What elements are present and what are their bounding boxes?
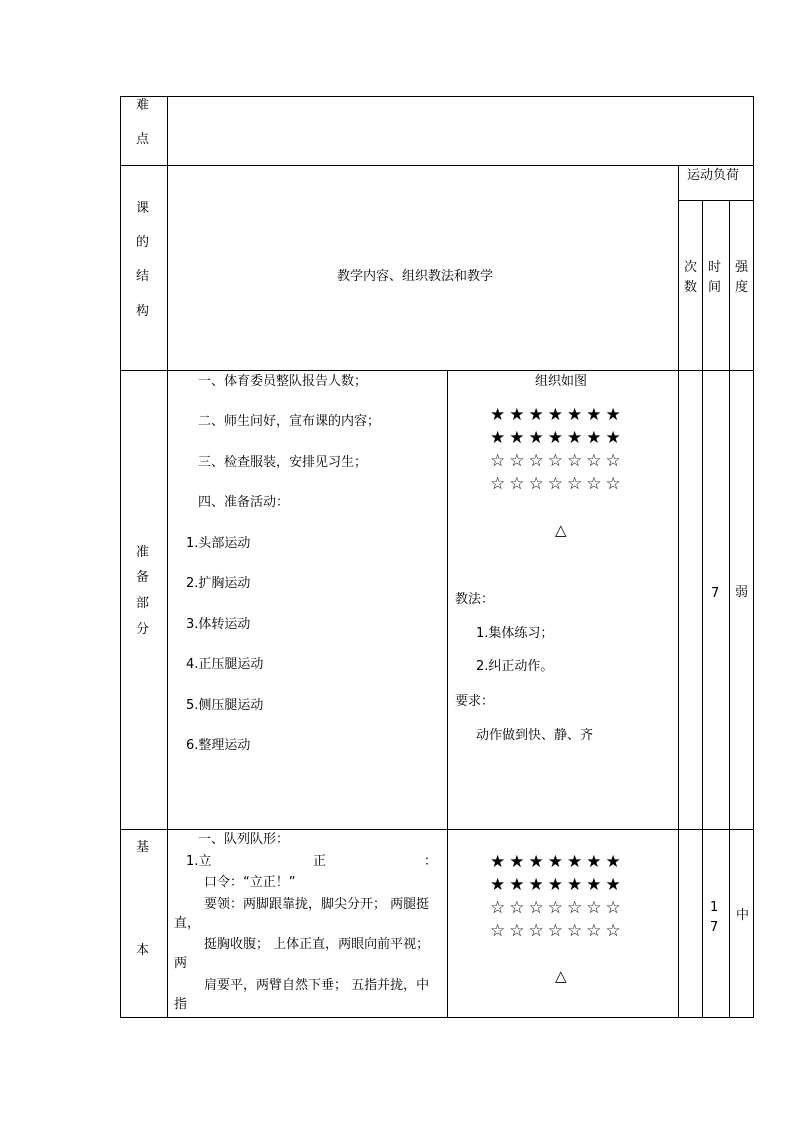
formation-row-filled: ★★★★★★★ xyxy=(490,875,625,895)
prep-activity: 4.正压腿运动 xyxy=(186,657,264,672)
row-divider xyxy=(120,829,754,830)
method-item: 1.集体练习； xyxy=(476,626,554,641)
main-column-title: 教学内容、组织教法和教学 xyxy=(337,269,494,284)
prep-activity: 3.体转运动 xyxy=(186,617,251,632)
row-label-prep-2: 备 xyxy=(136,570,150,585)
method-label: 教法： xyxy=(455,592,495,607)
row-label-difficulty-2: 点 xyxy=(136,132,150,147)
prep-intensity-value: 弱 xyxy=(735,585,749,600)
col-divider xyxy=(678,165,679,1018)
prep-content-line: 四、准备活动： xyxy=(198,495,290,510)
intensity-header-2: 度 xyxy=(735,280,749,295)
row-divider xyxy=(120,165,754,166)
basic-essentials-line: 肩要平，两臂自然下垂； 五指并拢，中指 xyxy=(174,978,430,1012)
row-label-basic-2: 本 xyxy=(136,943,150,958)
basic-item-1-part-a: 1.立 xyxy=(186,854,212,869)
teacher-position-mark: △ xyxy=(555,521,567,539)
basic-heading: 一、队列队形： xyxy=(198,832,290,847)
formation-row-hollow: ☆☆☆☆☆☆☆ xyxy=(490,898,625,918)
row-label-structure-2: 的 xyxy=(136,235,150,250)
basic-item-1-part-b: 正 xyxy=(313,854,327,869)
table-border-right xyxy=(753,96,754,1018)
row-label-prep-1: 准 xyxy=(136,545,150,560)
requirement-text: 动作做到快、静、齐 xyxy=(476,728,594,743)
basic-essentials-line: 挺胸收腹； 上体正直，两眼向前平视；两 xyxy=(174,937,430,971)
formation-row-hollow: ☆☆☆☆☆☆☆ xyxy=(490,921,625,941)
table-border-left xyxy=(120,96,121,1018)
row-label-prep-3: 部 xyxy=(136,596,150,611)
col-divider xyxy=(167,96,168,1018)
row-label-structure-4: 构 xyxy=(136,304,150,319)
basic-essentials-line: 要领：两脚跟靠拢，脚尖分开； 两腿挺直， xyxy=(174,897,430,931)
basic-time-digit: 1 xyxy=(710,900,719,915)
prep-content-line: 三、检查服装，安排见习生； xyxy=(198,455,368,470)
requirement-label: 要求： xyxy=(455,694,495,709)
row-label-basic-1: 基 xyxy=(136,840,150,855)
formation-row-hollow: ☆☆☆☆☆☆☆ xyxy=(490,474,625,494)
teacher-position-mark: △ xyxy=(555,967,567,985)
time-header-1: 时 xyxy=(708,260,722,275)
formation-row-filled: ★★★★★★★ xyxy=(490,428,625,448)
row-label-difficulty-1: 难 xyxy=(136,98,150,113)
prep-activity: 1.头部运动 xyxy=(186,536,251,551)
formation-row-hollow: ☆☆☆☆☆☆☆ xyxy=(490,451,625,471)
col-divider xyxy=(447,370,448,1018)
basic-intensity-value: 中 xyxy=(736,908,750,923)
count-header-2: 数 xyxy=(684,280,698,295)
table-border-bottom xyxy=(120,1017,754,1018)
row-label-prep-4: 分 xyxy=(136,622,150,637)
load-header-divider xyxy=(678,200,754,201)
time-header-2: 间 xyxy=(708,280,722,295)
table-border-top xyxy=(120,96,754,97)
row-label-structure-1: 课 xyxy=(136,201,150,216)
row-label-structure-3: 结 xyxy=(136,269,150,284)
intensity-header-1: 强 xyxy=(735,260,749,275)
row-divider xyxy=(120,370,754,371)
prep-activity: 2.扩胸运动 xyxy=(186,576,251,591)
count-header-1: 次 xyxy=(684,260,698,275)
org-diagram-title: 组织如图 xyxy=(535,374,588,389)
col-divider xyxy=(702,200,703,1018)
method-item: 2.纠正动作。 xyxy=(476,659,554,674)
basic-item-1-part-c: ： xyxy=(424,854,438,869)
prep-time-value: 7 xyxy=(711,586,720,601)
basic-command: 口令：“立正！” xyxy=(204,875,296,890)
prep-activity: 5.侧压腿运动 xyxy=(186,698,264,713)
formation-row-filled: ★★★★★★★ xyxy=(490,405,625,425)
prep-activity: 6.整理运动 xyxy=(186,738,251,753)
formation-row-filled: ★★★★★★★ xyxy=(490,852,625,872)
prep-content-line: 一、体育委员整队报告人数； xyxy=(198,374,368,389)
basic-time-digit: 7 xyxy=(710,920,719,935)
load-header-title: 运动负荷 xyxy=(687,168,740,183)
prep-content-line: 二、师生问好，宣布课的内容； xyxy=(198,414,381,429)
col-divider xyxy=(729,200,730,1018)
